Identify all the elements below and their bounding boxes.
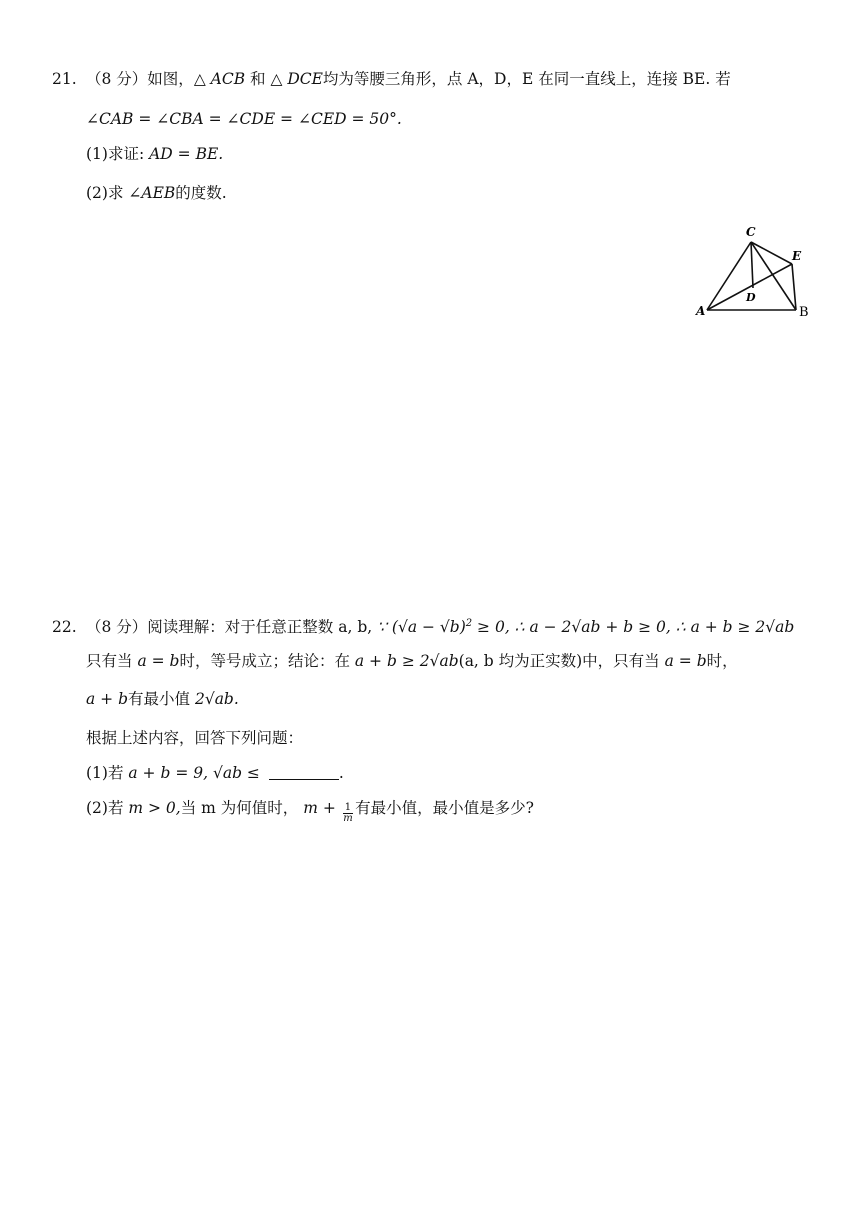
segment-cd — [751, 242, 753, 288]
q22-line2-d: 时， — [706, 652, 738, 670]
q22-line1 — [52, 613, 794, 638]
q22-fraction — [343, 803, 353, 824]
q21-triangle-dce: △ DCE — [270, 70, 323, 88]
q22-line3-a: 有最小值 — [128, 690, 195, 708]
q21-angles: ∠CAB = ∠CBA = ∠CDE = ∠CED = 50°. — [86, 110, 402, 128]
q21-part1-expr: AD = BE. — [149, 145, 224, 163]
label-e: E — [792, 249, 802, 263]
q22-part2-a: 当 m 为何值时， — [180, 799, 304, 817]
label-d: D — [746, 291, 756, 304]
q22-part2 — [86, 797, 534, 824]
label-a: A — [696, 304, 706, 318]
q21-part2 — [86, 182, 227, 204]
q21-geometry-figure — [690, 222, 820, 322]
q22-part2-m: m + — [303, 799, 341, 817]
q22-frac-num: 1 — [344, 802, 352, 813]
q22-part1-label: (1)若 — [86, 764, 129, 782]
q22-line3-expr: a + b — [86, 690, 129, 708]
segment-ac — [707, 242, 751, 310]
q22-part2-expr: m > 0, — [128, 799, 181, 817]
q22-number: 22. — [52, 618, 77, 637]
q21-triangle-acb: △ ACB — [193, 70, 246, 88]
q21-part2-expr: ∠AEB — [128, 184, 176, 202]
segment-ce — [751, 242, 792, 264]
q22-line2-c: (a, b 均为正实数)中，只有当 — [458, 652, 665, 670]
q22-line2 — [86, 650, 738, 672]
segment-eb — [792, 264, 796, 310]
q21-part1 — [86, 143, 223, 165]
q21-text-b: 均为等腰三角形，点 A，D，E 在同一直线上，连接 BE. 若 — [322, 70, 731, 88]
q21-part2-label: (2)求 — [86, 184, 129, 202]
q21-text-a: 如图， — [147, 70, 194, 88]
q22-part2-label: (2)若 — [86, 799, 129, 817]
segment-cb — [751, 242, 796, 310]
q22-line2-expr1: a = b — [137, 652, 180, 670]
q21-number: 21. — [52, 70, 77, 88]
q21-part2-tail: 的度数. — [175, 184, 227, 202]
q21-and: 和 — [245, 70, 271, 88]
q22-line2-expr2: a + b ≥ 2√ab — [354, 652, 459, 670]
q22-part1-answer-blank[interactable] — [269, 763, 339, 780]
q22-part1-expr: a + b = 9, √ab ≤ — [128, 764, 265, 782]
q22-line3-expr2: 2√ab. — [194, 690, 239, 708]
q22-text-a: 阅读理解：对于任意正整数 a, b, — [147, 618, 378, 637]
q22-expr-c: ≥ 0, ∴ a − 2√ab + b ≥ 0, ∴ a + b ≥ 2√ab — [472, 618, 795, 637]
q21-points: （8 分） — [86, 70, 148, 88]
q22-part1-end: . — [338, 764, 344, 782]
q22-points: （8 分） — [86, 618, 148, 637]
q22-part1 — [86, 762, 344, 784]
q21-part1-label: (1)求证: — [86, 145, 150, 163]
q22-sup: 2 — [465, 618, 473, 629]
label-c: C — [746, 225, 756, 239]
q22-frac-den: m — [343, 813, 353, 824]
q22-line2-b: 时，等号成立；结论：在 — [179, 652, 355, 670]
q22-line2-a: 只有当 — [86, 652, 138, 670]
label-b: B — [799, 305, 809, 320]
q22-instruction: 根据上述内容，回答下列问题： — [86, 729, 304, 747]
q22-line2-expr3: a = b — [664, 652, 707, 670]
q22-expr-b: ∵ (√a − √b) — [377, 618, 466, 637]
q21-line1 — [52, 68, 731, 90]
q22-part2-b: 有最小值，最小值是多少? — [355, 799, 534, 817]
q22-line3 — [86, 688, 239, 710]
